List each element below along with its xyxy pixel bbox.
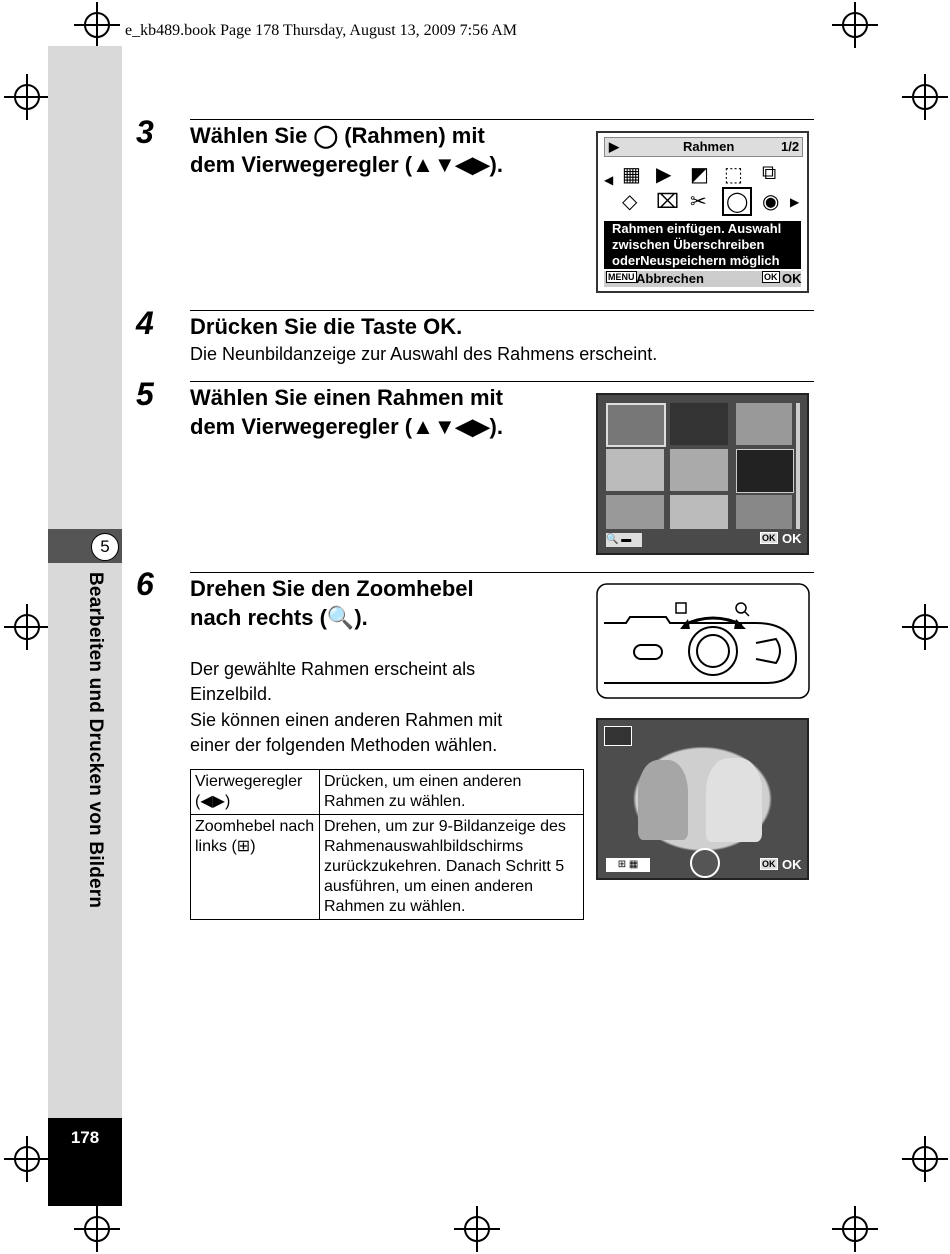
step-title: Drücken Sie die Taste OK. bbox=[190, 314, 463, 339]
play-icon: ▶ bbox=[609, 139, 619, 154]
registration-mark bbox=[14, 614, 40, 640]
registration-mark bbox=[842, 1216, 868, 1242]
ok-label: OK bbox=[782, 271, 802, 286]
frame-thumbnail bbox=[606, 495, 664, 529]
screen-header-bar bbox=[604, 137, 803, 157]
frame-thumbnail bbox=[736, 449, 794, 493]
photo-child-right bbox=[706, 758, 762, 842]
camera-screen-nine-frames bbox=[596, 393, 809, 555]
screen-footer bbox=[604, 271, 801, 287]
message-line: Rahmen einfügen. Auswahl bbox=[612, 221, 782, 236]
camera-zoom-lever-illustration bbox=[596, 583, 810, 699]
step-title: Wählen Sie einen Rahmen mit bbox=[190, 385, 503, 410]
ok-label: OK bbox=[782, 857, 802, 872]
step-number: 5 bbox=[136, 376, 154, 412]
menu-key: MENU bbox=[608, 272, 635, 282]
camera-screen-frame-menu bbox=[596, 131, 809, 293]
frame-mode-icon bbox=[604, 726, 632, 746]
rotate-icon: ◇ bbox=[622, 191, 638, 213]
method-cell: Vierwegeregler (◀▶) bbox=[191, 770, 320, 815]
step-body: Sie können einen anderen Rahmen mit bbox=[190, 710, 503, 730]
photo-child-left bbox=[638, 760, 688, 840]
step-divider bbox=[190, 119, 814, 120]
step-title: dem Vierwegeregler (▲▼◀▶). bbox=[190, 152, 503, 177]
protect-icon: ⌧ bbox=[656, 191, 680, 213]
frame-thumbnail bbox=[670, 449, 728, 491]
step-title: Wählen Sie ◯ (Rahmen) mit bbox=[190, 123, 485, 148]
chevron-left-icon: ◀ bbox=[604, 173, 614, 187]
step-number: 3 bbox=[136, 114, 154, 150]
camera-screen-frame-preview bbox=[596, 718, 809, 880]
registration-mark bbox=[14, 1146, 40, 1172]
step-body: Einzelbild. bbox=[190, 684, 273, 704]
registration-mark bbox=[842, 12, 868, 38]
step-body: Die Neunbildanzeige zur Auswahl des Rahmens erscheint. bbox=[190, 344, 658, 364]
step-number: 6 bbox=[136, 566, 154, 602]
nine-image-icon: ⊞ ▦ bbox=[606, 858, 650, 872]
registration-mark bbox=[14, 84, 40, 110]
ok-key: OK bbox=[762, 533, 776, 543]
copy-icon: ⧉ bbox=[762, 162, 777, 184]
registration-mark bbox=[912, 614, 938, 640]
step-divider bbox=[190, 381, 814, 382]
table-row bbox=[191, 815, 584, 920]
table-row bbox=[191, 770, 584, 815]
registration-mark bbox=[912, 1146, 938, 1172]
page-number: 178 bbox=[70, 1128, 100, 1147]
step-divider bbox=[190, 572, 814, 573]
redeye-icon: ◉ bbox=[762, 191, 780, 213]
resize-icon: ◩ bbox=[690, 164, 709, 186]
ok-key: OK bbox=[764, 272, 778, 282]
running-head: e_kb489.book Page 178 Thursday, August 13, 2009 7:56 AM bbox=[125, 22, 517, 39]
frame-thumbnail bbox=[736, 403, 792, 445]
slideshow-icon: ▶ bbox=[656, 164, 672, 186]
frame-thumbnail bbox=[736, 495, 792, 529]
screen-message bbox=[604, 221, 801, 269]
methods-table bbox=[190, 769, 584, 920]
step-body: einer der folgenden Methoden wählen. bbox=[190, 735, 498, 755]
description-cell: Drücken, um einen anderen Rahmen zu wählen. bbox=[320, 770, 584, 815]
frame-thumbnail bbox=[670, 403, 728, 445]
ok-label: OK bbox=[782, 531, 802, 546]
description-cell: Drehen, um zur 9-Bildanzeige des Rahmenauswahlbildschirms zurückzukehren. Danach Schritt 5 ausführen, um einen anderen Rahmen zu wählen. bbox=[320, 815, 584, 920]
icon-grid bbox=[604, 159, 801, 219]
registration-mark bbox=[84, 12, 110, 38]
step-number: 4 bbox=[136, 305, 154, 341]
scrollbar bbox=[796, 403, 800, 529]
cancel-label: Abbrechen bbox=[636, 271, 704, 286]
chevron-right-icon: ▶ bbox=[790, 195, 800, 209]
filter-icon: ▦ bbox=[622, 164, 641, 186]
message-line: oderNeuspeichern möglich bbox=[612, 253, 780, 268]
four-way-controller-icon bbox=[690, 848, 720, 878]
frame-thumbnail bbox=[606, 403, 666, 447]
message-line: zwischen Überschreiben bbox=[612, 237, 765, 252]
registration-mark bbox=[84, 1216, 110, 1242]
registration-mark bbox=[912, 84, 938, 110]
method-cell: Zoomhebel nach links (⊞) bbox=[191, 815, 320, 920]
cut-icon: ✂ bbox=[690, 191, 707, 213]
step-title: Drehen Sie den Zoomhebel bbox=[190, 576, 474, 601]
step-divider bbox=[190, 310, 814, 311]
frame-thumbnail bbox=[670, 495, 728, 529]
screen-page-indicator: 1/2 bbox=[781, 139, 800, 154]
screen-title: Rahmen bbox=[683, 139, 735, 154]
ok-key: OK bbox=[762, 859, 776, 869]
step-title: dem Vierwegeregler (▲▼◀▶). bbox=[190, 414, 503, 439]
step-title: nach rechts (🔍). bbox=[190, 605, 368, 630]
zoom-icon: 🔍 ▬ bbox=[606, 533, 642, 547]
frame-thumbnail bbox=[606, 449, 664, 491]
registration-mark bbox=[464, 1216, 490, 1242]
chapter-title: Bearbeiten und Drucken von Bildern bbox=[85, 572, 106, 909]
crop-icon: ⬚ bbox=[724, 164, 743, 186]
chapter-number: 5 bbox=[91, 533, 119, 561]
frame-icon: ◯ bbox=[722, 187, 752, 216]
step-body: Der gewählte Rahmen erscheint als bbox=[190, 659, 476, 679]
